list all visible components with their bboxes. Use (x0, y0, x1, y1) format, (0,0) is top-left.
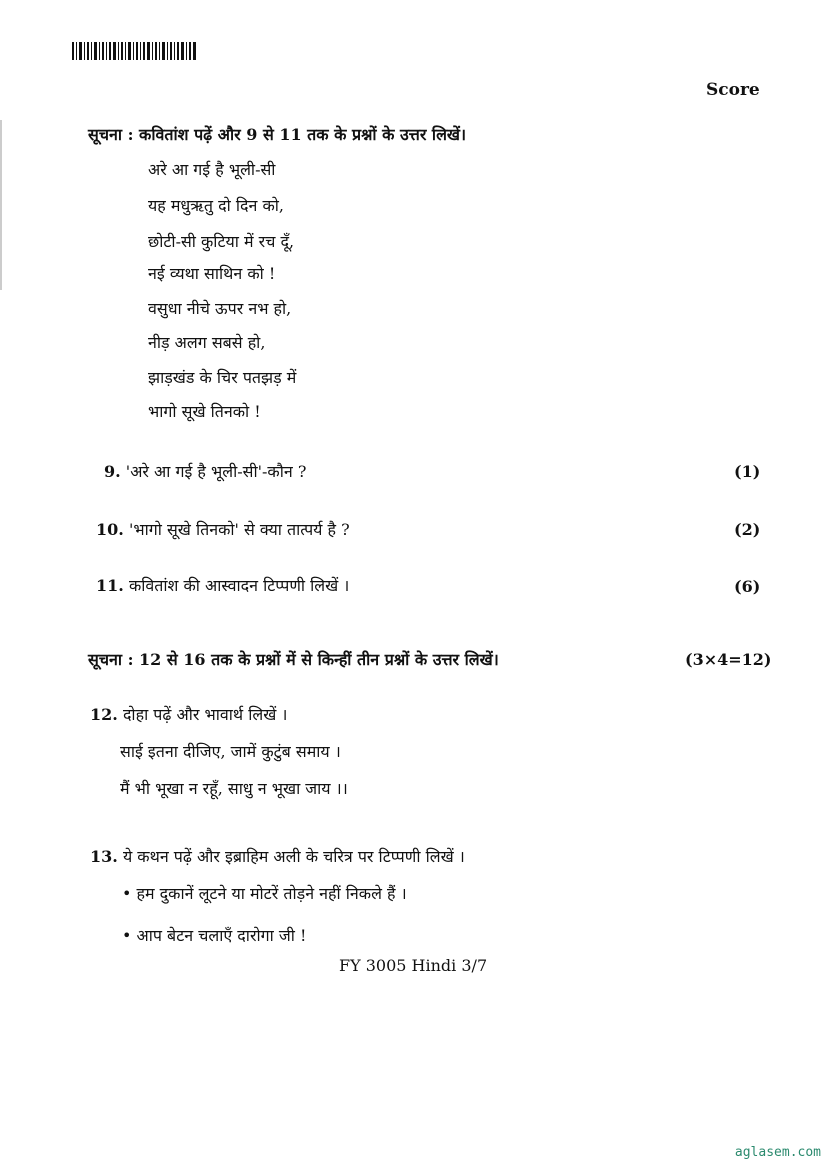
section1-instruction: सूचना : कवितांश पढ़ें और 9 से 11 तक के प्रश्नों के उत्तर लिखें। (88, 125, 467, 144)
question-9-marks: (1) (734, 462, 761, 481)
question-number: 13. (90, 847, 118, 866)
quote-text: आप बेटन चलाएँ दारोगा जी ! (136, 926, 307, 945)
scan-edge-shadow (0, 120, 2, 290)
doha-line: मैं भी भूखा न रहूँ, साधु न भूखा जाय ।। (120, 779, 348, 798)
score-label: Score (706, 80, 760, 100)
barcode (72, 42, 196, 60)
quote-item (122, 882, 407, 904)
doha-line: साई इतना दीजिए, जामें कुटुंब समाय । (120, 742, 341, 761)
section2-marks: (3×4=12) (685, 650, 772, 669)
question-text: ये कथन पढ़ें और इब्राहिम अली के चरित्र पर टिप्पणी लिखें । (122, 847, 465, 866)
poem-line: छोटी-सी कुटिया में रच दूँ, (148, 232, 295, 251)
poem-line: झाड़खंड के चिर पतझड़ में (148, 368, 297, 387)
question-12 (90, 703, 287, 725)
question-11-marks: (6) (734, 577, 761, 596)
poem-line: अरे आ गई है भूली-सी (148, 160, 276, 179)
question-number: 9. (104, 462, 121, 481)
section2-instruction: सूचना : 12 से 16 तक के प्रश्नों में से किन्हीं तीन प्रश्नों के उत्तर लिखें। (88, 650, 499, 669)
question-13 (90, 845, 465, 867)
question-number: 12. (90, 705, 118, 724)
page-footer-code: FY 3005 Hindi 3/7 (339, 956, 488, 975)
question-9 (104, 460, 306, 482)
question-10 (96, 518, 350, 540)
quote-text: हम दुकानें लूटने या मोटरें तोड़ने नहीं निकले हैं । (136, 884, 407, 903)
question-text: दोहा पढ़ें और भावार्थ लिखें । (122, 705, 288, 724)
question-10-marks: (2) (734, 520, 761, 539)
bullet-icon: • (122, 884, 132, 903)
poem-line: यह मधुऋतु दो दिन को, (148, 196, 284, 215)
question-number: 10. (96, 520, 124, 539)
question-text: कवितांश की आस्वादन टिप्पणी लिखें । (128, 576, 350, 595)
question-text: 'भागो सूखे तिनको' से क्या तात्पर्य है ? (128, 520, 350, 539)
poem-line: नई व्यथा साथिन को ! (148, 264, 276, 283)
watermark: aglasem.com (734, 1145, 821, 1160)
quote-item (122, 924, 306, 946)
question-text: 'अरे आ गई है भूली-सी'-कौन ? (125, 462, 307, 481)
poem-line: भागो सूखे तिनको ! (148, 402, 261, 421)
question-number: 11. (96, 576, 124, 595)
bullet-icon: • (122, 926, 132, 945)
poem-line: नीड़ अलग सबसे हो, (148, 333, 266, 352)
poem-line: वसुधा नीचे ऊपर नभ हो, (148, 299, 292, 318)
question-11 (96, 574, 349, 596)
